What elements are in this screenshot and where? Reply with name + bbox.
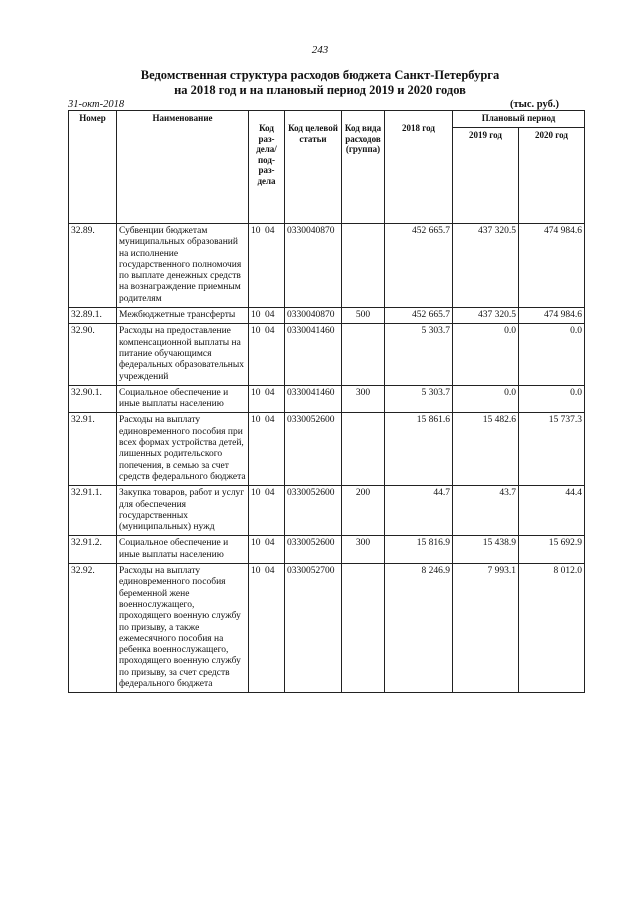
table-body bbox=[69, 224, 585, 693]
row-value-2019: 0.0 bbox=[453, 385, 519, 413]
table-row bbox=[69, 486, 585, 536]
row-number: 32.89.1. bbox=[69, 308, 117, 324]
row-section: 10 bbox=[251, 387, 261, 398]
row-value-2019: 437 320.5 bbox=[453, 224, 519, 308]
row-name: Социальное обеспечение и иные выплаты населению bbox=[117, 385, 249, 413]
table-row bbox=[69, 324, 585, 385]
row-kind-code: 200 bbox=[342, 486, 385, 536]
row-value-2019: 7 993.1 bbox=[453, 564, 519, 693]
row-subsection: 04 bbox=[265, 488, 275, 499]
row-value-2019: 15 438.9 bbox=[453, 536, 519, 564]
page-number: 243 bbox=[311, 44, 329, 56]
row-subsection: 04 bbox=[265, 415, 275, 426]
row-target-code: 0330040870 bbox=[285, 308, 342, 324]
row-section: 10 bbox=[251, 326, 261, 337]
row-value-2019: 15 482.6 bbox=[453, 413, 519, 486]
row-number: 32.92. bbox=[69, 564, 117, 693]
header-2018: 2018 год bbox=[385, 111, 453, 224]
row-kind-code bbox=[342, 224, 385, 308]
row-name: Межбюджетные трансферты bbox=[117, 308, 249, 324]
row-subsection: 04 bbox=[265, 310, 275, 321]
row-target-code: 0330052600 bbox=[285, 486, 342, 536]
units-label: (тыс. руб.) bbox=[510, 99, 559, 110]
row-number: 32.90. bbox=[69, 324, 117, 385]
row-value-2020: 44.4 bbox=[519, 486, 585, 536]
row-section: 10 bbox=[251, 310, 261, 321]
row-name: Расходы на выплату единовременного пособия при всех формах устройства детей, лишенных родительского попечения, в семью за счет средств федерального бюджета bbox=[117, 413, 249, 486]
table-row bbox=[69, 385, 585, 413]
row-value-2020: 0.0 bbox=[519, 324, 585, 385]
row-kind-code bbox=[342, 413, 385, 486]
row-kind-code: 300 bbox=[342, 536, 385, 564]
row-value-2020: 474 984.6 bbox=[519, 308, 585, 324]
row-value-2018: 44.7 bbox=[385, 486, 453, 536]
row-section: 10 bbox=[251, 538, 261, 549]
row-target-code: 0330052700 bbox=[285, 564, 342, 693]
row-kind-code: 500 bbox=[342, 308, 385, 324]
table-row bbox=[69, 564, 585, 693]
row-name: Расходы на предоставление компенсационной выплаты на питание обучающимся федеральных образовательных учреждений bbox=[117, 324, 249, 385]
row-value-2018: 5 303.7 bbox=[385, 385, 453, 413]
row-value-2018: 8 246.9 bbox=[385, 564, 453, 693]
row-value-2018: 452 665.7 bbox=[385, 224, 453, 308]
row-section-code bbox=[249, 413, 285, 486]
row-kind-code bbox=[342, 324, 385, 385]
row-section-code bbox=[249, 564, 285, 693]
row-name: Закупка товаров, работ и услуг для обеспечения государственных (муниципальных) нужд bbox=[117, 486, 249, 536]
row-value-2018: 15 816.9 bbox=[385, 536, 453, 564]
row-section-code bbox=[249, 308, 285, 324]
row-value-2019: 437 320.5 bbox=[453, 308, 519, 324]
row-name: Расходы на выплату единовременного пособия беременной жене военнослужащего, проходящего военную службу по призыву, а также ежемесячного пособия на ребенка военнослужащего, проходящего военную службу по призыву, за счет средств федерального бюджета bbox=[117, 564, 249, 693]
row-subsection: 04 bbox=[265, 566, 275, 577]
table-row bbox=[69, 536, 585, 564]
document-date: 31-окт-2018 bbox=[68, 99, 125, 110]
row-target-code: 0330052600 bbox=[285, 413, 342, 486]
row-value-2018: 15 861.6 bbox=[385, 413, 453, 486]
row-kind-code bbox=[342, 564, 385, 693]
row-number: 32.91.2. bbox=[69, 536, 117, 564]
row-value-2018: 452 665.7 bbox=[385, 308, 453, 324]
row-value-2020: 474 984.6 bbox=[519, 224, 585, 308]
header-2020: 2020 год bbox=[519, 128, 585, 224]
row-section-code bbox=[249, 324, 285, 385]
header-target-code: Код целевой статьи bbox=[285, 111, 342, 224]
row-value-2019: 0.0 bbox=[453, 324, 519, 385]
row-section: 10 bbox=[251, 566, 261, 577]
title-line-2: на 2018 год и на плановый период 2019 и 2020 годов bbox=[174, 83, 466, 97]
header-kind-code: Код вида расходов (группа) bbox=[342, 111, 385, 224]
row-section: 10 bbox=[251, 415, 261, 426]
row-section: 10 bbox=[251, 488, 261, 499]
row-value-2020: 15 692.9 bbox=[519, 536, 585, 564]
header-plan-period: Плановый период bbox=[453, 111, 585, 128]
row-value-2020: 0.0 bbox=[519, 385, 585, 413]
row-value-2019: 43.7 bbox=[453, 486, 519, 536]
table-row bbox=[69, 308, 585, 324]
row-number: 32.91. bbox=[69, 413, 117, 486]
row-section-code bbox=[249, 385, 285, 413]
row-target-code: 0330041460 bbox=[285, 385, 342, 413]
row-target-code: 0330052600 bbox=[285, 536, 342, 564]
row-name: Субвенции бюджетам муниципальных образований на исполнение государственного полномочия по выплате денежных средств на вознаграждение приемным родителям bbox=[117, 224, 249, 308]
row-section-code bbox=[249, 486, 285, 536]
row-number: 32.91.1. bbox=[69, 486, 117, 536]
row-target-code: 0330040870 bbox=[285, 224, 342, 308]
row-number: 32.89. bbox=[69, 224, 117, 308]
row-subsection: 04 bbox=[265, 326, 275, 337]
row-section-code bbox=[249, 224, 285, 308]
header-2019: 2019 год bbox=[453, 128, 519, 224]
row-subsection: 04 bbox=[265, 538, 275, 549]
table-row bbox=[69, 224, 585, 308]
row-section-code bbox=[249, 536, 285, 564]
row-value-2020: 15 737.3 bbox=[519, 413, 585, 486]
row-kind-code: 300 bbox=[342, 385, 385, 413]
row-target-code: 0330041460 bbox=[285, 324, 342, 385]
row-subsection: 04 bbox=[265, 387, 275, 398]
row-value-2020: 8 012.0 bbox=[519, 564, 585, 693]
table-row bbox=[69, 413, 585, 486]
row-subsection: 04 bbox=[265, 226, 275, 236]
row-section: 10 bbox=[251, 226, 261, 236]
row-value-2018: 5 303.7 bbox=[385, 324, 453, 385]
document-title bbox=[0, 68, 640, 98]
row-number: 32.90.1. bbox=[69, 385, 117, 413]
title-line-1: Ведомственная структура расходов бюджета Санкт-Петербурга bbox=[140, 68, 500, 82]
header-name: Наименование bbox=[117, 111, 249, 224]
row-name: Социальное обеспечение и иные выплаты населению bbox=[117, 536, 249, 564]
budget-table bbox=[68, 110, 585, 693]
header-number: Номер bbox=[69, 111, 117, 224]
header-section-code: Код раз-дела/ под-раз-дела bbox=[249, 111, 285, 224]
